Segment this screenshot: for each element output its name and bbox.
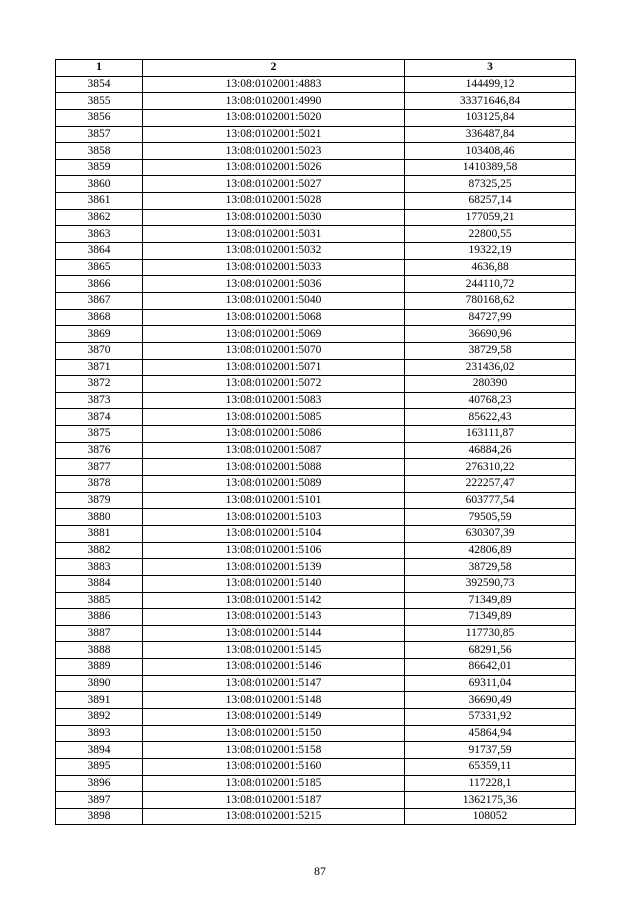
table-row [56, 243, 576, 260]
row-number-cell: 3875 [56, 426, 143, 443]
row-number-cell: 3866 [56, 276, 143, 293]
row-number-cell: 3893 [56, 725, 143, 742]
row-number-cell: 3859 [56, 159, 143, 176]
table-row [56, 159, 576, 176]
value-cell: 22800,55 [405, 226, 576, 243]
value-cell: 103125,84 [405, 109, 576, 126]
cadastral-number-cell: 13:08:0102001:5068 [143, 309, 405, 326]
data-table [55, 59, 576, 825]
cadastral-number-cell: 13:08:0102001:5139 [143, 559, 405, 576]
value-cell: 603777,54 [405, 492, 576, 509]
table-row [56, 808, 576, 825]
value-cell: 69311,04 [405, 675, 576, 692]
row-number-cell: 3860 [56, 176, 143, 193]
value-cell: 45864,94 [405, 725, 576, 742]
cadastral-number-cell: 13:08:0102001:5144 [143, 625, 405, 642]
cadastral-number-cell: 13:08:0102001:5089 [143, 476, 405, 493]
row-number-cell: 3862 [56, 209, 143, 226]
table-row [56, 525, 576, 542]
row-number-cell: 3883 [56, 559, 143, 576]
page-number: 87 [314, 864, 326, 878]
cadastral-number-cell: 13:08:0102001:5031 [143, 226, 405, 243]
table-row [56, 376, 576, 393]
row-number-cell: 3894 [56, 742, 143, 759]
table-row [56, 509, 576, 526]
value-cell: 36690,96 [405, 326, 576, 343]
table-row [56, 292, 576, 309]
table-row [56, 542, 576, 559]
table-row [56, 326, 576, 343]
cadastral-number-cell: 13:08:0102001:5104 [143, 525, 405, 542]
row-number-cell: 3880 [56, 509, 143, 526]
table-row [56, 276, 576, 293]
cadastral-number-cell: 13:08:0102001:5101 [143, 492, 405, 509]
value-cell: 1410389,58 [405, 159, 576, 176]
table-row [56, 792, 576, 809]
table-row [56, 742, 576, 759]
value-cell: 103408,46 [405, 143, 576, 160]
cadastral-number-cell: 13:08:0102001:4883 [143, 76, 405, 93]
value-cell: 117730,85 [405, 625, 576, 642]
table-row [56, 642, 576, 659]
cadastral-number-cell: 13:08:0102001:5070 [143, 342, 405, 359]
value-cell: 1362175,36 [405, 792, 576, 809]
table-row [56, 392, 576, 409]
value-cell: 40768,23 [405, 392, 576, 409]
row-number-cell: 3874 [56, 409, 143, 426]
cadastral-number-cell: 13:08:0102001:5071 [143, 359, 405, 376]
cadastral-number-cell: 13:08:0102001:5026 [143, 159, 405, 176]
row-number-cell: 3863 [56, 226, 143, 243]
cadastral-number-cell: 13:08:0102001:4990 [143, 93, 405, 110]
value-cell: 222257,47 [405, 476, 576, 493]
value-cell: 231436,02 [405, 359, 576, 376]
cadastral-number-cell: 13:08:0102001:5140 [143, 575, 405, 592]
cadastral-number-cell: 13:08:0102001:5030 [143, 209, 405, 226]
cadastral-number-cell: 13:08:0102001:5150 [143, 725, 405, 742]
table-row [56, 775, 576, 792]
row-number-cell: 3891 [56, 692, 143, 709]
table-row [56, 559, 576, 576]
table-row [56, 409, 576, 426]
row-number-cell: 3884 [56, 575, 143, 592]
table-row [56, 675, 576, 692]
cadastral-number-cell: 13:08:0102001:5072 [143, 376, 405, 393]
cadastral-number-cell: 13:08:0102001:5027 [143, 176, 405, 193]
cadastral-number-cell: 13:08:0102001:5021 [143, 126, 405, 143]
row-number-cell: 3861 [56, 193, 143, 210]
value-cell: 177059,21 [405, 209, 576, 226]
row-number-cell: 3890 [56, 675, 143, 692]
row-number-cell: 3882 [56, 542, 143, 559]
row-number-cell: 3865 [56, 259, 143, 276]
table-row [56, 193, 576, 210]
cadastral-number-cell: 13:08:0102001:5088 [143, 459, 405, 476]
cadastral-number-cell: 13:08:0102001:5143 [143, 609, 405, 626]
row-number-cell: 3897 [56, 792, 143, 809]
value-cell: 38729,58 [405, 342, 576, 359]
value-cell: 85622,43 [405, 409, 576, 426]
row-number-cell: 3877 [56, 459, 143, 476]
table-row [56, 93, 576, 110]
cadastral-number-cell: 13:08:0102001:5142 [143, 592, 405, 609]
table-row [56, 426, 576, 443]
cadastral-number-cell: 13:08:0102001:5147 [143, 675, 405, 692]
row-number-cell: 3870 [56, 342, 143, 359]
value-cell: 392590,73 [405, 575, 576, 592]
cadastral-number-cell: 13:08:0102001:5036 [143, 276, 405, 293]
cadastral-number-cell: 13:08:0102001:5187 [143, 792, 405, 809]
row-number-cell: 3854 [56, 76, 143, 93]
row-number-cell: 3873 [56, 392, 143, 409]
cadastral-number-cell: 13:08:0102001:5215 [143, 808, 405, 825]
table-body [56, 76, 576, 825]
cadastral-number-cell: 13:08:0102001:5040 [143, 292, 405, 309]
cadastral-number-cell: 13:08:0102001:5033 [143, 259, 405, 276]
cadastral-number-cell: 13:08:0102001:5145 [143, 642, 405, 659]
value-cell: 163111,87 [405, 426, 576, 443]
table-row [56, 309, 576, 326]
value-cell: 68257,14 [405, 193, 576, 210]
cadastral-number-cell: 13:08:0102001:5148 [143, 692, 405, 709]
value-cell: 46884,26 [405, 442, 576, 459]
value-cell: 780168,62 [405, 292, 576, 309]
cadastral-number-cell: 13:08:0102001:5085 [143, 409, 405, 426]
table-row [56, 692, 576, 709]
cadastral-number-cell: 13:08:0102001:5020 [143, 109, 405, 126]
value-cell: 144499,12 [405, 76, 576, 93]
cadastral-number-cell: 13:08:0102001:5069 [143, 326, 405, 343]
table-header [56, 60, 576, 77]
value-cell: 630307,39 [405, 525, 576, 542]
table-row [56, 758, 576, 775]
table-row [56, 209, 576, 226]
row-number-cell: 3869 [56, 326, 143, 343]
row-number-cell: 3879 [56, 492, 143, 509]
row-number-cell: 3868 [56, 309, 143, 326]
row-number-cell: 3878 [56, 476, 143, 493]
table-row [56, 609, 576, 626]
row-number-cell: 3898 [56, 808, 143, 825]
table-row [56, 342, 576, 359]
table-row [56, 109, 576, 126]
table-row [56, 459, 576, 476]
value-cell: 57331,92 [405, 708, 576, 725]
cadastral-number-cell: 13:08:0102001:5158 [143, 742, 405, 759]
value-cell: 84727,99 [405, 309, 576, 326]
row-number-cell: 3876 [56, 442, 143, 459]
row-number-cell: 3888 [56, 642, 143, 659]
cadastral-number-cell: 13:08:0102001:5083 [143, 392, 405, 409]
value-cell: 42806,89 [405, 542, 576, 559]
value-cell: 36690,49 [405, 692, 576, 709]
row-number-cell: 3881 [56, 525, 143, 542]
column-header-3: 3 [405, 60, 576, 77]
row-number-cell: 3871 [56, 359, 143, 376]
row-number-cell: 3858 [56, 143, 143, 160]
value-cell: 65359,11 [405, 758, 576, 775]
table-row [56, 725, 576, 742]
row-number-cell: 3896 [56, 775, 143, 792]
row-number-cell: 3856 [56, 109, 143, 126]
row-number-cell: 3867 [56, 292, 143, 309]
cadastral-number-cell: 13:08:0102001:5149 [143, 708, 405, 725]
row-number-cell: 3887 [56, 625, 143, 642]
value-cell: 108052 [405, 808, 576, 825]
value-cell: 33371646,84 [405, 93, 576, 110]
table-row [56, 126, 576, 143]
cadastral-number-cell: 13:08:0102001:5086 [143, 426, 405, 443]
value-cell: 117228,1 [405, 775, 576, 792]
cadastral-number-cell: 13:08:0102001:5032 [143, 243, 405, 260]
table-row [56, 176, 576, 193]
row-number-cell: 3885 [56, 592, 143, 609]
value-cell: 19322,19 [405, 243, 576, 260]
value-cell: 68291,56 [405, 642, 576, 659]
cadastral-number-cell: 13:08:0102001:5103 [143, 509, 405, 526]
value-cell: 71349,89 [405, 609, 576, 626]
value-cell: 280390 [405, 376, 576, 393]
table-row [56, 575, 576, 592]
cadastral-number-cell: 13:08:0102001:5087 [143, 442, 405, 459]
header-row [56, 60, 576, 77]
value-cell: 38729,58 [405, 559, 576, 576]
value-cell: 91737,59 [405, 742, 576, 759]
cadastral-number-cell: 13:08:0102001:5146 [143, 659, 405, 676]
row-number-cell: 3889 [56, 659, 143, 676]
cadastral-number-cell: 13:08:0102001:5106 [143, 542, 405, 559]
value-cell: 79505,59 [405, 509, 576, 526]
row-number-cell: 3855 [56, 93, 143, 110]
row-number-cell: 3892 [56, 708, 143, 725]
row-number-cell: 3864 [56, 243, 143, 260]
table-row [56, 442, 576, 459]
value-cell: 71349,89 [405, 592, 576, 609]
table-row [56, 659, 576, 676]
table-row [56, 226, 576, 243]
row-number-cell: 3857 [56, 126, 143, 143]
table-row [56, 625, 576, 642]
row-number-cell: 3872 [56, 376, 143, 393]
table-row [56, 259, 576, 276]
table-row [56, 708, 576, 725]
value-cell: 4636,88 [405, 259, 576, 276]
cadastral-number-cell: 13:08:0102001:5023 [143, 143, 405, 160]
value-cell: 276310,22 [405, 459, 576, 476]
cadastral-number-cell: 13:08:0102001:5185 [143, 775, 405, 792]
table-row [56, 476, 576, 493]
cadastral-number-cell: 13:08:0102001:5028 [143, 193, 405, 210]
table-row [56, 359, 576, 376]
table-row [56, 76, 576, 93]
value-cell: 86642,01 [405, 659, 576, 676]
table-row [56, 592, 576, 609]
table-row [56, 492, 576, 509]
value-cell: 336487,84 [405, 126, 576, 143]
column-header-2: 2 [143, 60, 405, 77]
row-number-cell: 3886 [56, 609, 143, 626]
table-row [56, 143, 576, 160]
value-cell: 244110,72 [405, 276, 576, 293]
column-header-1: 1 [56, 60, 143, 77]
value-cell: 87325,25 [405, 176, 576, 193]
cadastral-number-cell: 13:08:0102001:5160 [143, 758, 405, 775]
row-number-cell: 3895 [56, 758, 143, 775]
